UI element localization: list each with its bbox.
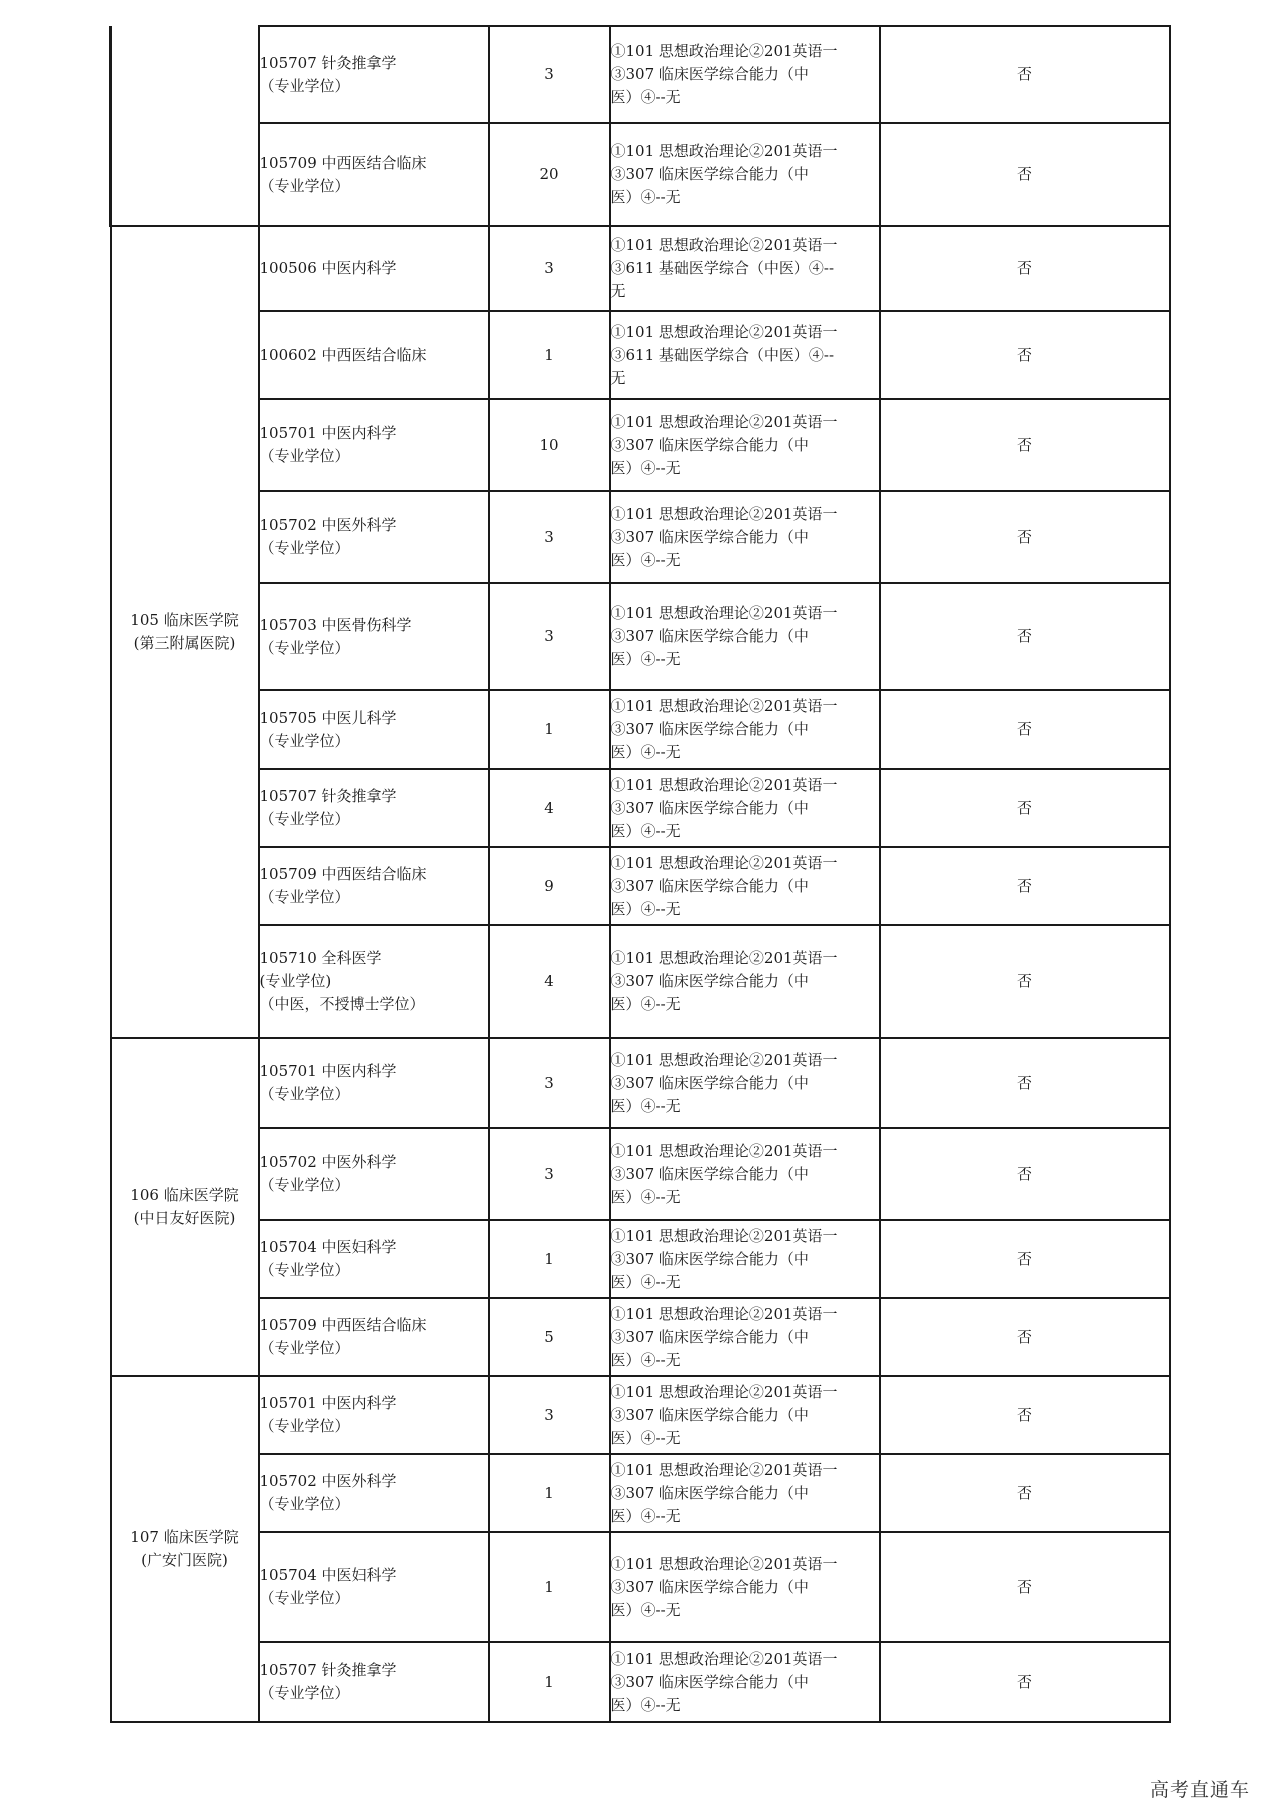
exam-subject-line: 无 xyxy=(610,368,626,387)
major-name-line: 105707 针灸推拿学 xyxy=(259,53,397,72)
table-row xyxy=(111,690,1170,769)
major-name-line: （专业学位） xyxy=(259,888,350,906)
flag-cell: 否 xyxy=(880,1532,1170,1642)
table-row xyxy=(111,226,1170,311)
exam-subjects-cell xyxy=(610,769,880,847)
exam-subject-line: 医）④--无 xyxy=(610,188,681,206)
major-name-line: 100602 中西医结合临床 xyxy=(259,345,427,364)
table-row xyxy=(111,1128,1170,1220)
table-row xyxy=(111,1220,1170,1298)
exam-subjects-cell xyxy=(610,1220,880,1298)
enrollment-count: 3 xyxy=(489,1376,610,1454)
exam-subject-line: ③307 临床医学综合能力（中 xyxy=(610,1249,809,1268)
major-name-line: 105701 中医内科学 xyxy=(259,1394,397,1412)
footer-watermark: 高考直通车 xyxy=(1150,1779,1251,1801)
exam-subject-line: ③307 临床医学综合能力（中 xyxy=(610,1483,809,1502)
enrollment-count: 1 xyxy=(489,1532,610,1642)
major-name-line: （专业学位） xyxy=(259,1589,350,1607)
exam-subjects-cell xyxy=(610,226,880,311)
flag-cell: 否 xyxy=(880,1454,1170,1532)
unit-cell xyxy=(111,226,259,1038)
major-name-line: 105710 全科医学 xyxy=(259,949,382,967)
major-name-line: 105702 中医外科学 xyxy=(259,1472,397,1490)
flag-cell: 否 xyxy=(880,1128,1170,1220)
exam-subjects-cell xyxy=(610,690,880,769)
exam-subject-line: ①101 思想政治理论②201英语一 xyxy=(610,142,838,160)
exam-subject-line: ③611 基础医学综合（中医）④-- xyxy=(610,259,835,277)
exam-subject-line: ③307 临床医学综合能力（中 xyxy=(610,798,809,817)
exam-subject-line: ③307 临床医学综合能力（中 xyxy=(610,720,809,738)
exam-subject-line: ①101 思想政治理论②201英语一 xyxy=(610,236,838,254)
major-name-line: 105701 中医内科学 xyxy=(259,424,397,442)
exam-subject-line: ③307 临床医学综合能力（中 xyxy=(610,972,809,990)
major-name-line: （专业学位） xyxy=(259,539,350,557)
major-name-line: 105709 中西医结合临床 xyxy=(259,153,427,172)
exam-subject-line: 医）④--无 xyxy=(610,995,681,1013)
enrollment-count: 9 xyxy=(489,847,610,925)
major-cell xyxy=(259,1298,489,1376)
exam-subjects-cell xyxy=(610,1454,880,1532)
exam-subject-line: ①101 思想政治理论②201英语一 xyxy=(610,1226,838,1245)
table-row xyxy=(111,399,1170,491)
major-name-line: （专业学位） xyxy=(259,76,350,95)
major-name-line: （专业学位） xyxy=(259,1417,350,1435)
exam-subjects-cell xyxy=(610,583,880,690)
exam-subject-line: ③307 临床医学综合能力（中 xyxy=(610,1327,809,1346)
table-row xyxy=(111,123,1170,226)
major-cell xyxy=(259,226,489,311)
exam-subject-line: 医）④--无 xyxy=(610,743,681,761)
exam-subject-line: ③307 临床医学综合能力（中 xyxy=(610,65,809,83)
major-cell xyxy=(259,311,489,399)
major-cell xyxy=(259,1128,489,1220)
exam-subjects-cell xyxy=(610,1128,880,1220)
major-cell xyxy=(259,399,489,491)
exam-subject-line: 医）④--无 xyxy=(610,1600,681,1619)
major-name-line: （专业学位） xyxy=(259,1085,350,1103)
exam-subject-line: ③307 临床医学综合能力（中 xyxy=(610,1073,809,1092)
flag-cell: 否 xyxy=(880,925,1170,1038)
exam-subject-line: ①101 思想政治理论②201英语一 xyxy=(610,775,838,794)
exam-subjects-cell xyxy=(610,1038,880,1128)
exam-subjects-cell xyxy=(610,847,880,925)
exam-subject-line: 无 xyxy=(610,282,626,300)
unit-cell xyxy=(111,1376,259,1722)
exam-subject-line: ①101 思想政治理论②201英语一 xyxy=(610,604,838,622)
exam-subjects-cell xyxy=(610,123,880,226)
major-cell xyxy=(259,1038,489,1128)
enrollment-count: 1 xyxy=(489,690,610,769)
unit-name-line: 107 临床医学院 xyxy=(130,1528,239,1546)
enrollment-count: 5 xyxy=(489,1298,610,1376)
exam-subject-line: ①101 思想政治理论②201英语一 xyxy=(610,1649,838,1668)
enrollment-count: 20 xyxy=(489,123,610,226)
major-cell xyxy=(259,1454,489,1532)
enrollment-count: 1 xyxy=(489,1642,610,1722)
exam-subject-line: ①101 思想政治理论②201英语一 xyxy=(610,1050,838,1069)
major-name-line: （专业学位） xyxy=(259,1684,350,1702)
major-name-line: 105702 中医外科学 xyxy=(259,516,397,534)
major-name-line: 105707 针灸推拿学 xyxy=(259,1661,397,1679)
flag-cell: 否 xyxy=(880,491,1170,583)
major-name-line: 105707 针灸推拿学 xyxy=(259,787,397,805)
enrollment-count: 1 xyxy=(489,1220,610,1298)
admissions-table xyxy=(109,25,1171,1723)
major-name-line: （专业学位） xyxy=(259,1176,350,1194)
major-name-line: 105704 中医妇科学 xyxy=(259,1238,397,1256)
exam-subjects-cell xyxy=(610,1532,880,1642)
exam-subject-line: ①101 思想政治理论②201英语一 xyxy=(610,504,838,523)
exam-subject-line: 医）④--无 xyxy=(610,1506,681,1525)
table-row xyxy=(111,311,1170,399)
flag-cell: 否 xyxy=(880,769,1170,847)
major-name-line: (专业学位) xyxy=(259,972,332,990)
major-name-line: （专业学位） xyxy=(259,1261,350,1279)
major-name-line: 105709 中西医结合临床 xyxy=(259,1316,427,1334)
table-row xyxy=(111,1038,1170,1128)
flag-cell: 否 xyxy=(880,1298,1170,1376)
enrollment-count: 3 xyxy=(489,26,610,123)
major-name-line: （中医，不授博士学位） xyxy=(259,995,425,1013)
exam-subject-line: 医）④--无 xyxy=(610,1187,681,1206)
flag-cell: 否 xyxy=(880,311,1170,399)
unit-name-line: (第三附属医院) xyxy=(133,634,236,652)
flag-cell: 否 xyxy=(880,26,1170,123)
major-name-line: 105701 中医内科学 xyxy=(259,1062,397,1080)
exam-subjects-cell xyxy=(610,925,880,1038)
major-cell xyxy=(259,769,489,847)
unit-name-line: (中日友好医院) xyxy=(133,1209,236,1227)
exam-subject-line: ③307 临床医学综合能力（中 xyxy=(610,1405,809,1424)
table-row xyxy=(111,1298,1170,1376)
enrollment-count: 4 xyxy=(489,769,610,847)
flag-cell: 否 xyxy=(880,399,1170,491)
exam-subjects-cell xyxy=(610,399,880,491)
major-name-line: 100506 中医内科学 xyxy=(259,259,397,277)
major-name-line: （专业学位） xyxy=(259,810,350,828)
major-name-line: 105702 中医外科学 xyxy=(259,1153,397,1171)
enrollment-count: 1 xyxy=(489,1454,610,1532)
exam-subject-line: ①101 思想政治理论②201英语一 xyxy=(610,1460,838,1479)
unit-cell xyxy=(111,26,259,226)
table-row xyxy=(111,769,1170,847)
enrollment-count: 3 xyxy=(489,226,610,311)
flag-cell: 否 xyxy=(880,1642,1170,1722)
exam-subject-line: 医）④--无 xyxy=(610,88,681,106)
exam-subject-line: 医）④--无 xyxy=(610,821,681,840)
flag-cell: 否 xyxy=(880,1038,1170,1128)
flag-cell: 否 xyxy=(880,583,1170,690)
exam-subject-line: ①101 思想政治理论②201英语一 xyxy=(610,322,838,341)
major-cell xyxy=(259,1642,489,1722)
major-name-line: （专业学位） xyxy=(259,1495,350,1513)
major-name-line: （专业学位） xyxy=(259,447,350,465)
exam-subject-line: ①101 思想政治理论②201英语一 xyxy=(610,697,838,715)
major-cell xyxy=(259,26,489,123)
major-name-line: （专业学位） xyxy=(259,1339,350,1357)
table-row xyxy=(111,583,1170,690)
major-cell xyxy=(259,123,489,226)
table-row xyxy=(111,1532,1170,1642)
enrollment-count: 10 xyxy=(489,399,610,491)
major-cell xyxy=(259,1532,489,1642)
exam-subject-line: ③307 临床医学综合能力（中 xyxy=(610,1577,809,1596)
exam-subject-line: 医）④--无 xyxy=(610,1350,681,1369)
major-name-line: 105704 中医妇科学 xyxy=(259,1566,397,1584)
major-cell xyxy=(259,1376,489,1454)
major-cell xyxy=(259,491,489,583)
exam-subject-line: ③307 临床医学综合能力（中 xyxy=(610,527,809,546)
table-row xyxy=(111,1454,1170,1532)
exam-subject-line: ①101 思想政治理论②201英语一 xyxy=(610,42,838,60)
exam-subject-line: ③611 基础医学综合（中医）④-- xyxy=(610,345,835,364)
table-body xyxy=(111,26,1170,1722)
major-cell xyxy=(259,690,489,769)
exam-subject-line: 医）④--无 xyxy=(610,1428,681,1447)
unit-name-line: (广安门医院) xyxy=(141,1551,228,1569)
exam-subject-line: ③307 临床医学综合能力（中 xyxy=(610,1672,809,1691)
unit-cell xyxy=(111,1038,259,1376)
exam-subject-line: 医）④--无 xyxy=(610,650,681,668)
flag-cell: 否 xyxy=(880,1220,1170,1298)
major-cell xyxy=(259,925,489,1038)
enrollment-count: 3 xyxy=(489,491,610,583)
flag-cell: 否 xyxy=(880,847,1170,925)
exam-subject-line: 医）④--无 xyxy=(610,1695,681,1714)
enrollment-count: 1 xyxy=(489,311,610,399)
exam-subject-line: ①101 思想政治理论②201英语一 xyxy=(610,853,838,872)
major-cell xyxy=(259,1220,489,1298)
major-name-line: 105709 中西医结合临床 xyxy=(259,865,427,883)
exam-subject-line: ③307 临床医学综合能力（中 xyxy=(610,165,809,183)
table-row xyxy=(111,925,1170,1038)
major-name-line: 105703 中医骨伤科学 xyxy=(259,615,412,634)
exam-subject-line: ①101 思想政治理论②201英语一 xyxy=(610,412,838,431)
enrollment-count: 3 xyxy=(489,583,610,690)
unit-name-line: 105 临床医学院 xyxy=(130,611,239,629)
flag-cell: 否 xyxy=(880,1376,1170,1454)
unit-name-line: 106 临床医学院 xyxy=(130,1186,239,1204)
exam-subject-line: 医）④--无 xyxy=(610,1096,681,1115)
exam-subject-line: ①101 思想政治理论②201英语一 xyxy=(610,1141,838,1160)
exam-subject-line: ①101 思想政治理论②201英语一 xyxy=(610,1382,838,1401)
exam-subject-line: 医）④--无 xyxy=(610,899,681,918)
table-row xyxy=(111,847,1170,925)
table-row xyxy=(111,26,1170,123)
enrollment-count: 4 xyxy=(489,925,610,1038)
major-cell xyxy=(259,847,489,925)
exam-subject-line: ③307 临床医学综合能力（中 xyxy=(610,435,809,454)
exam-subject-line: 医）④--无 xyxy=(610,1272,681,1291)
exam-subjects-cell xyxy=(610,311,880,399)
exam-subjects-cell xyxy=(610,1298,880,1376)
table-row xyxy=(111,1376,1170,1454)
enrollment-count: 3 xyxy=(489,1038,610,1128)
exam-subject-line: ①101 思想政治理论②201英语一 xyxy=(610,1304,838,1323)
exam-subject-line: ③307 临床医学综合能力（中 xyxy=(610,876,809,895)
exam-subject-line: 医）④--无 xyxy=(610,458,681,477)
flag-cell: 否 xyxy=(880,690,1170,769)
exam-subject-line: ③307 临床医学综合能力（中 xyxy=(610,627,809,645)
exam-subject-line: ①101 思想政治理论②201英语一 xyxy=(610,1554,838,1573)
exam-subject-line: ①101 思想政治理论②201英语一 xyxy=(610,949,838,967)
major-name-line: （专业学位） xyxy=(259,638,350,657)
enrollment-count: 3 xyxy=(489,1128,610,1220)
exam-subject-line: ③307 临床医学综合能力（中 xyxy=(610,1164,809,1183)
exam-subjects-cell xyxy=(610,491,880,583)
table-row xyxy=(111,491,1170,583)
flag-cell: 否 xyxy=(880,123,1170,226)
exam-subjects-cell xyxy=(610,1376,880,1454)
exam-subjects-cell xyxy=(610,1642,880,1722)
exam-subjects-cell xyxy=(610,26,880,123)
major-cell xyxy=(259,583,489,690)
table-row xyxy=(111,1642,1170,1722)
major-name-line: 105705 中医儿科学 xyxy=(259,708,397,727)
major-name-line: （专业学位） xyxy=(259,176,350,195)
flag-cell: 否 xyxy=(880,226,1170,311)
major-name-line: （专业学位） xyxy=(259,731,350,750)
exam-subject-line: 医）④--无 xyxy=(610,550,681,569)
